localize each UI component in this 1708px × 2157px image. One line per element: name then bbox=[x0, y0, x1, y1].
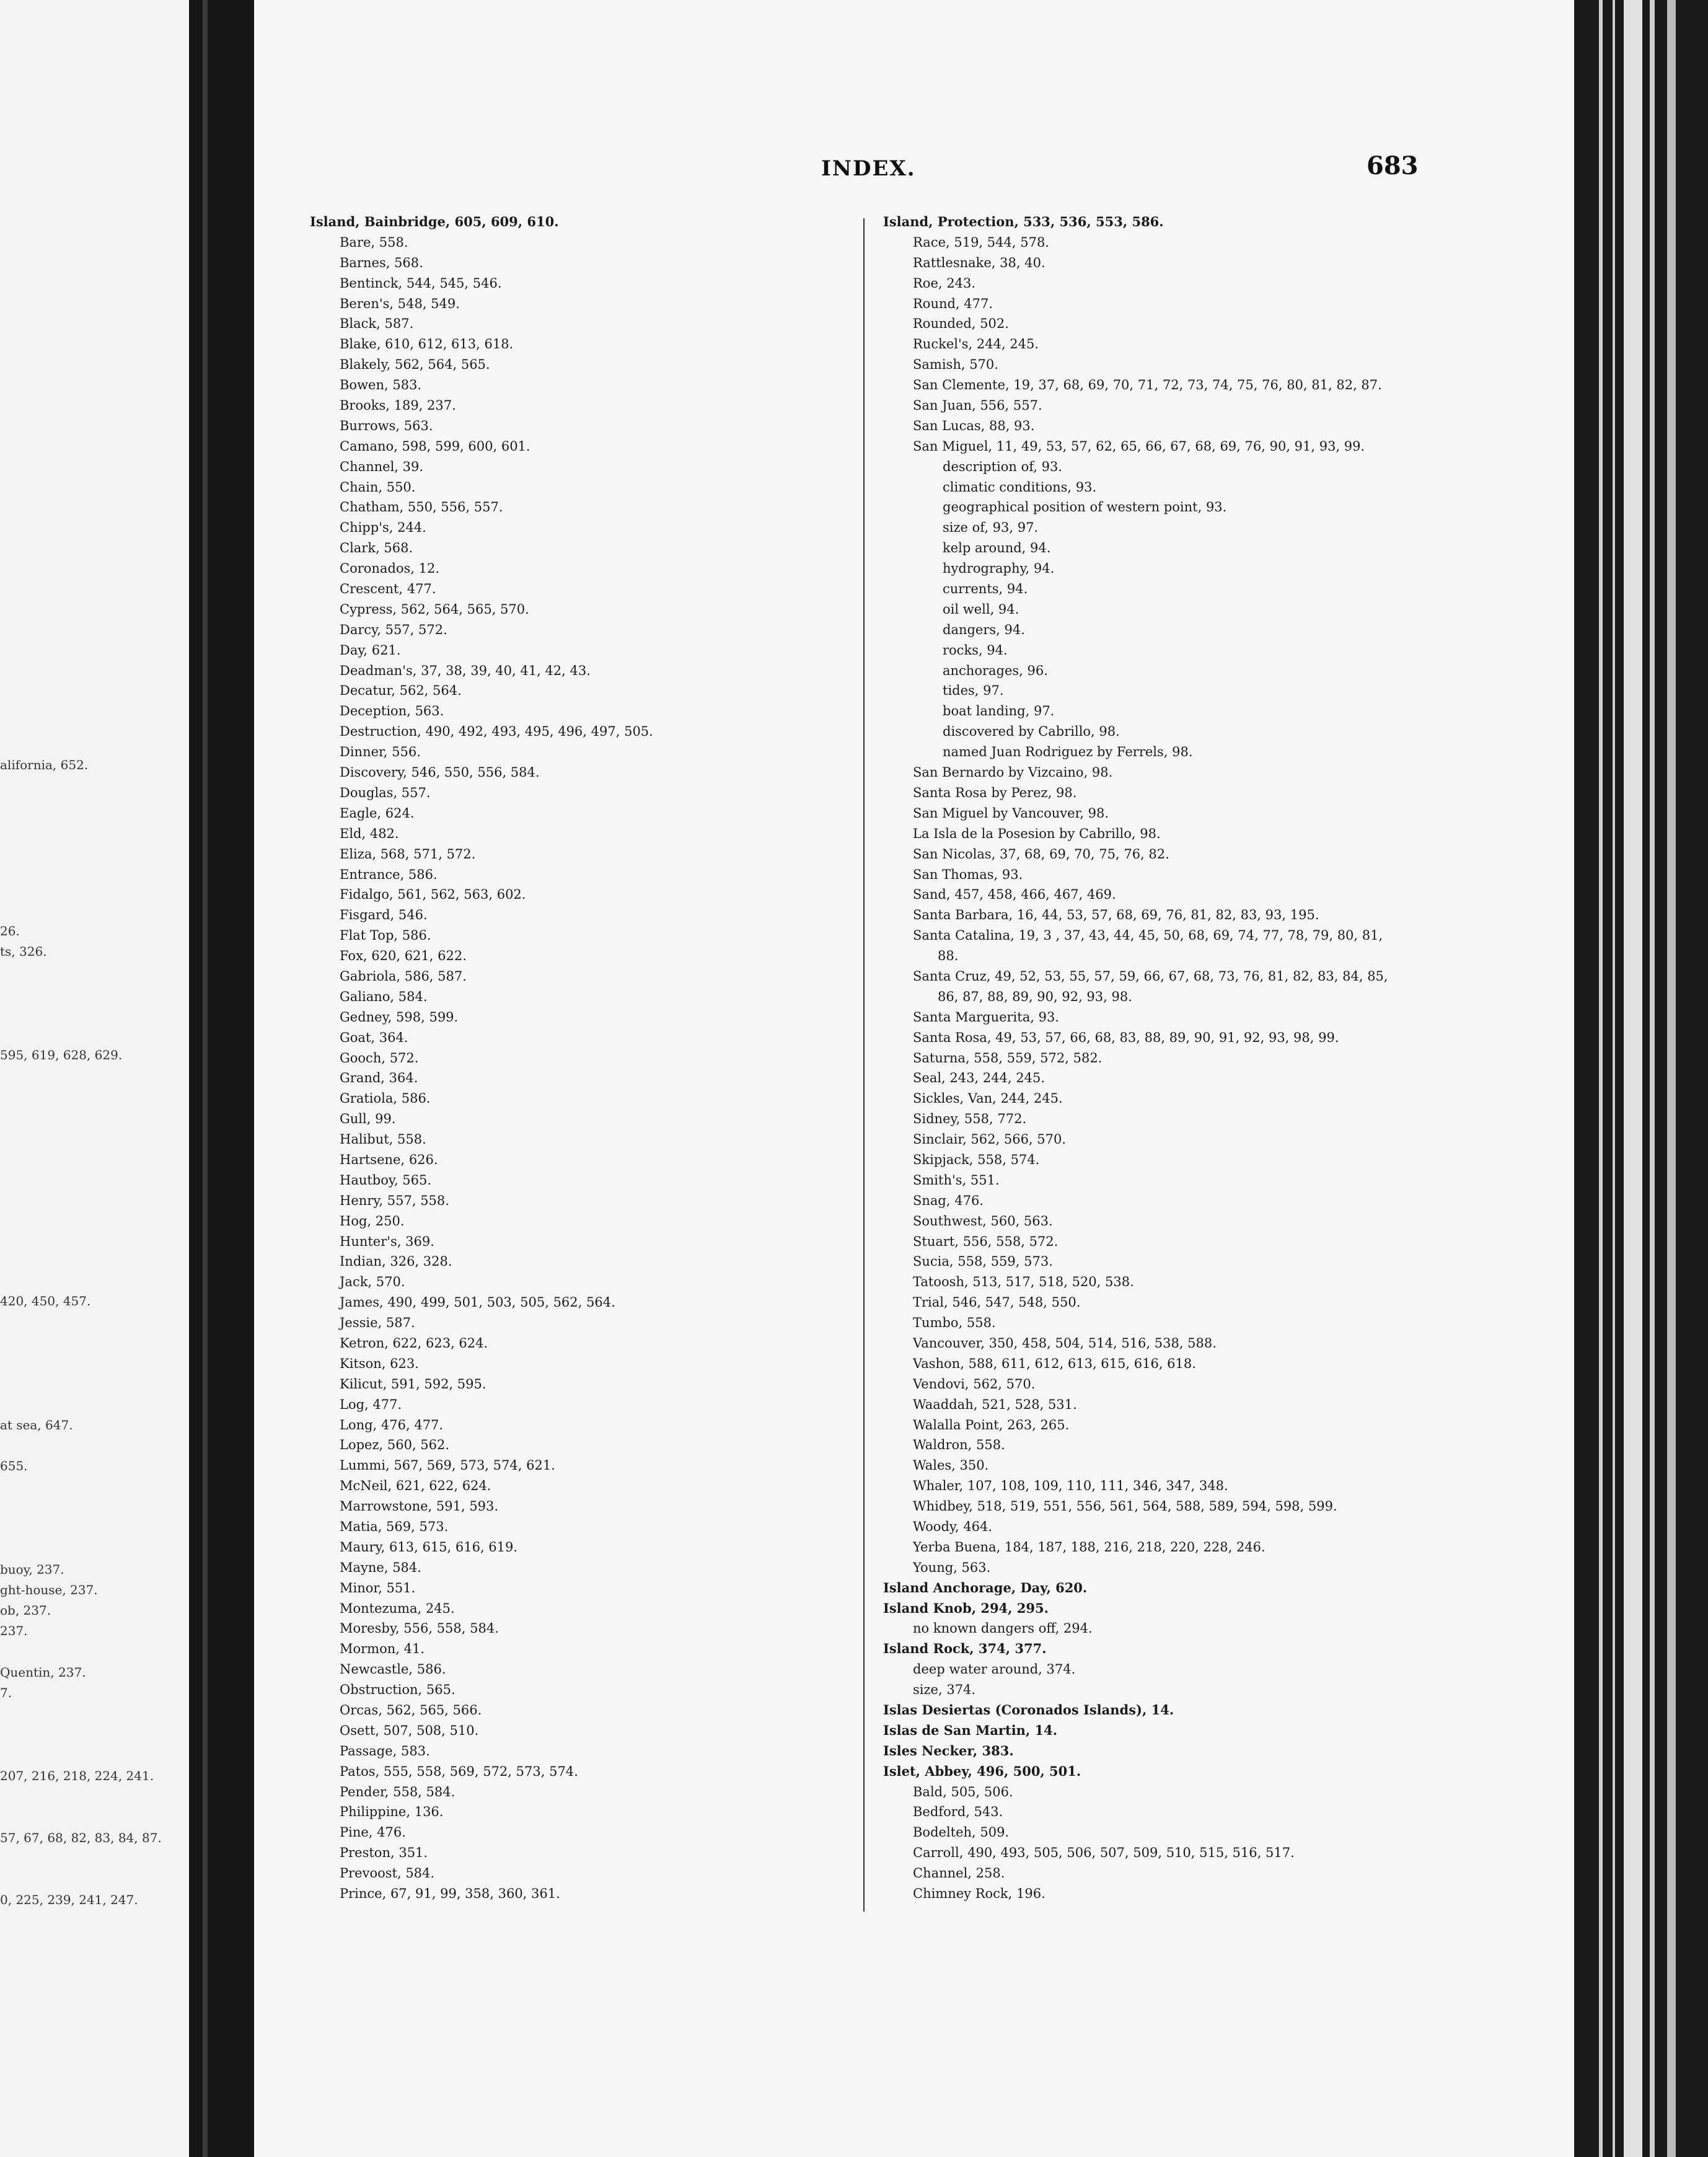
index-entry: Patos, 555, 558, 569, 572, 573, 574. bbox=[340, 1763, 578, 1779]
index-entry: Gabriola, 586, 587. bbox=[340, 968, 467, 984]
index-entry: Hautboy, 565. bbox=[340, 1172, 432, 1188]
index-entry: Deception, 563. bbox=[340, 704, 444, 719]
index-entry: La Isla de la Posesion by Cabrillo, 98. bbox=[913, 826, 1161, 841]
index-entry: Beren's, 548, 549. bbox=[340, 296, 460, 311]
running-head: INDEX. bbox=[821, 156, 916, 181]
index-entry: Sinclair, 562, 566, 570. bbox=[913, 1132, 1067, 1147]
index-entry: Ketron, 622, 623, 624. bbox=[340, 1335, 488, 1351]
index-entry: Henry, 557, 558. bbox=[340, 1193, 449, 1208]
index-entry: Entrance, 586. bbox=[340, 867, 438, 882]
index-entry: Orcas, 562, 565, 566. bbox=[340, 1703, 482, 1718]
index-entry: Gedney, 598, 599. bbox=[340, 1009, 459, 1025]
index-entry: Blake, 610, 612, 613, 618. bbox=[340, 337, 514, 352]
index-column-left bbox=[310, 212, 855, 1904]
index-entry: Galiano, 584. bbox=[340, 989, 428, 1004]
index-entry: Moresby, 556, 558, 584. bbox=[340, 1621, 499, 1636]
index-entry: Gull, 99. bbox=[340, 1111, 396, 1127]
index-entry: Gratiola, 586. bbox=[340, 1091, 431, 1106]
index-entry: Darcy, 557, 572. bbox=[340, 622, 447, 637]
index-entry: James, 490, 499, 501, 503, 505, 562, 564. bbox=[340, 1295, 615, 1310]
index-entry: Yerba Buena, 184, 187, 188, 216, 218, 220, 228, 246. bbox=[913, 1539, 1266, 1555]
left-page-text: Quentin, 237. bbox=[0, 1665, 86, 1680]
index-entry: Fidalgo, 561, 562, 563, 602. bbox=[340, 887, 526, 902]
index-entry: Marrowstone, 591, 593. bbox=[340, 1499, 499, 1514]
left-page-text: ob, 237. bbox=[0, 1603, 51, 1618]
index-entry: Whidbey, 518, 519, 551, 556, 561, 564, 588, 589, 594, 598, 599. bbox=[913, 1499, 1337, 1514]
index-entry: Roe, 243. bbox=[913, 275, 975, 291]
index-entry: Chain, 550. bbox=[340, 479, 416, 495]
index-entry: Seal, 243, 244, 245. bbox=[913, 1070, 1045, 1086]
index-entry: Isles Necker, 383. bbox=[883, 1742, 1014, 1758]
index-entry: Lummi, 567, 569, 573, 574, 621. bbox=[340, 1458, 555, 1473]
index-entry: Waldron, 558. bbox=[913, 1437, 1005, 1453]
index-entry: Chimney Rock, 196. bbox=[913, 1886, 1045, 1902]
index-entry: Rounded, 502. bbox=[913, 316, 1009, 332]
left-page-text: at sea, 647. bbox=[0, 1418, 73, 1432]
index-entry: San Miguel by Vancouver, 98. bbox=[913, 805, 1109, 821]
index-entry: Race, 519, 544, 578. bbox=[913, 234, 1049, 250]
index-entry: Channel, 39. bbox=[340, 459, 424, 474]
index-entry: Jack, 570. bbox=[340, 1274, 405, 1290]
index-entry: oil well, 94. bbox=[943, 601, 1019, 617]
index-entry: Black, 587. bbox=[340, 316, 414, 332]
left-page-text: buoy, 237. bbox=[0, 1562, 64, 1577]
index-entry: Mormon, 41. bbox=[340, 1641, 425, 1657]
index-entry: geographical position of western point, 93. bbox=[943, 500, 1227, 515]
index-entry: Barnes, 568. bbox=[340, 255, 423, 270]
index-entry: Sickles, Van, 244, 245. bbox=[913, 1091, 1063, 1106]
index-entry: Vancouver, 350, 458, 504, 514, 516, 538, 588. bbox=[913, 1335, 1217, 1351]
left-page-fragment bbox=[0, 0, 189, 2157]
index-entry: Preston, 351. bbox=[340, 1845, 428, 1861]
index-entry: Halibut, 558. bbox=[340, 1132, 426, 1147]
index-entry: Kilicut, 591, 592, 595. bbox=[340, 1376, 486, 1392]
index-entry: Obstruction, 565. bbox=[340, 1682, 456, 1698]
index-entry: Minor, 551. bbox=[340, 1580, 416, 1595]
left-page-text: 0, 225, 239, 241, 247. bbox=[0, 1892, 138, 1907]
index-entry: Discovery, 546, 550, 556, 584. bbox=[340, 765, 540, 780]
index-entry: Gooch, 572. bbox=[340, 1050, 419, 1065]
index-entry: hydrography, 94. bbox=[943, 561, 1055, 576]
index-entry: Mayne, 584. bbox=[340, 1559, 421, 1575]
index-entry: no known dangers off, 294. bbox=[913, 1621, 1093, 1636]
index-entry: San Lucas, 88, 93. bbox=[913, 418, 1035, 433]
index-entry: Sidney, 558, 772. bbox=[913, 1111, 1027, 1127]
index-entry: Hunter's, 369. bbox=[340, 1233, 434, 1249]
index-entry: Clark, 568. bbox=[340, 540, 413, 556]
index-entry: Young, 563. bbox=[913, 1559, 991, 1575]
index-entry: Brooks, 189, 237. bbox=[340, 398, 456, 413]
index-entry: Newcastle, 586. bbox=[340, 1662, 446, 1677]
index-entry: discovered by Cabrillo, 98. bbox=[943, 724, 1120, 739]
index-entry: description of, 93. bbox=[943, 459, 1063, 474]
column-rule bbox=[863, 218, 865, 1912]
index-entry: Tumbo, 558. bbox=[913, 1315, 996, 1331]
index-entry: Rattlesnake, 38, 40. bbox=[913, 255, 1045, 270]
index-entry: McNeil, 621, 622, 624. bbox=[340, 1478, 491, 1494]
index-entry: San Nicolas, 37, 68, 69, 70, 75, 76, 82. bbox=[913, 846, 1169, 862]
index-entry: dangers, 94. bbox=[943, 622, 1025, 637]
index-entry: Coronados, 12. bbox=[340, 561, 440, 576]
index-entry: Skipjack, 558, 574. bbox=[913, 1152, 1040, 1167]
index-entry: Montezuma, 245. bbox=[340, 1600, 455, 1616]
index-entry: Fox, 620, 621, 622. bbox=[340, 948, 467, 964]
index-entry: Island Knob, 294, 295. bbox=[883, 1600, 1049, 1616]
index-entry: Round, 477. bbox=[913, 296, 993, 311]
index-entry: Log, 477. bbox=[340, 1396, 402, 1412]
index-entry: Island Anchorage, Day, 620. bbox=[883, 1579, 1088, 1595]
index-entry: Prince, 67, 91, 99, 358, 360, 361. bbox=[340, 1886, 560, 1902]
index-entry: Eliza, 568, 571, 572. bbox=[340, 846, 476, 862]
index-entry: San Clemente, 19, 37, 68, 69, 70, 71, 72, 73, 74, 75, 76, 80, 81, 82, 87. bbox=[913, 377, 1382, 393]
left-page-text: 420, 450, 457. bbox=[0, 1294, 91, 1308]
left-page-text: ts, 326. bbox=[0, 944, 47, 959]
index-entry: Islet, Abbey, 496, 500, 501. bbox=[883, 1763, 1081, 1779]
index-entry: Channel, 258. bbox=[913, 1866, 1005, 1881]
index-entry: size of, 93, 97. bbox=[943, 520, 1039, 536]
index-entry: Santa Cruz, 49, 52, 53, 55, 57, 59, 66, 67, 68, 73, 76, 81, 82, 83, 84, 85, bbox=[913, 968, 1388, 984]
index-entry: Samish, 570. bbox=[913, 357, 998, 373]
index-entry: Sucia, 558, 559, 573. bbox=[913, 1254, 1053, 1269]
index-entry: Day, 621. bbox=[340, 642, 401, 658]
index-entry: Kitson, 623. bbox=[340, 1356, 419, 1371]
left-page-text: 595, 619, 628, 629. bbox=[0, 1048, 123, 1062]
index-entry: Matia, 569, 573. bbox=[340, 1519, 449, 1534]
index-entry: Hartsene, 626. bbox=[340, 1152, 438, 1167]
index-entry: San Juan, 556, 557. bbox=[913, 398, 1042, 413]
index-entry: Waaddah, 521, 528, 531. bbox=[913, 1396, 1077, 1412]
index-entry: Crescent, 477. bbox=[340, 581, 436, 597]
left-page-text: 655. bbox=[0, 1458, 28, 1473]
index-entry: Cypress, 562, 564, 565, 570. bbox=[340, 601, 529, 617]
book-gutter bbox=[189, 0, 254, 2157]
index-entry: Passage, 583. bbox=[340, 1743, 430, 1758]
index-entry: Bowen, 583. bbox=[340, 377, 422, 393]
index-entry: rocks, 94. bbox=[943, 642, 1008, 658]
index-entry: Smith's, 551. bbox=[913, 1172, 1000, 1188]
index-entry: Stuart, 556, 558, 572. bbox=[913, 1233, 1059, 1249]
index-entry: named Juan Rodriguez by Ferrels, 98. bbox=[943, 744, 1193, 760]
index-entry: Chipp's, 244. bbox=[340, 520, 426, 536]
index-entry: Bald, 505, 506. bbox=[913, 1784, 1013, 1799]
index-entry: Island, Bainbridge, 605, 609, 610. bbox=[310, 214, 559, 229]
index-entry: size, 374. bbox=[913, 1682, 976, 1698]
index-entry: Flat Top, 586. bbox=[340, 928, 431, 943]
index-entry: deep water around, 374. bbox=[913, 1662, 1076, 1677]
index-entry: Osett, 507, 508, 510. bbox=[340, 1723, 479, 1738]
page-edges bbox=[1574, 0, 1708, 2157]
index-entry: Hog, 250. bbox=[340, 1213, 405, 1228]
index-entry: Tatoosh, 513, 517, 518, 520, 538. bbox=[913, 1274, 1134, 1290]
index-entry: Deadman's, 37, 38, 39, 40, 41, 42, 43. bbox=[340, 663, 591, 678]
index-entry: Goat, 364. bbox=[340, 1030, 408, 1045]
index-entry: currents, 94. bbox=[943, 581, 1028, 597]
left-page-text: ght-house, 237. bbox=[0, 1582, 98, 1597]
index-entry: Chatham, 550, 556, 557. bbox=[340, 500, 503, 515]
index-entry: Philippine, 136. bbox=[340, 1804, 444, 1820]
index-entry: Long, 476, 477. bbox=[340, 1417, 444, 1432]
index-entry: Bodelteh, 509. bbox=[913, 1825, 1010, 1840]
index-entry: Pine, 476. bbox=[340, 1825, 406, 1840]
index-entry: Vashon, 588, 611, 612, 613, 615, 616, 618. bbox=[913, 1356, 1196, 1371]
index-entry: Sand, 457, 458, 466, 467, 469. bbox=[913, 887, 1116, 902]
index-entry: anchorages, 96. bbox=[943, 663, 1048, 678]
index-entry: Santa Marguerita, 93. bbox=[913, 1009, 1059, 1025]
index-entry: Indian, 326, 328. bbox=[340, 1254, 452, 1269]
index-entry: boat landing, 97. bbox=[943, 704, 1055, 719]
index-entry: Woody, 464. bbox=[913, 1519, 993, 1534]
index-entry: Destruction, 490, 492, 493, 495, 496, 497, 505. bbox=[340, 724, 653, 739]
index-entry: 86, 87, 88, 89, 90, 92, 93, 98. bbox=[938, 989, 1132, 1004]
index-entry: Santa Barbara, 16, 44, 53, 57, 68, 69, 76, 81, 82, 83, 93, 195. bbox=[913, 907, 1319, 923]
index-entry: Trial, 546, 547, 548, 550. bbox=[913, 1295, 1081, 1310]
left-page-text: 237. bbox=[0, 1623, 28, 1638]
index-entry: Santa Rosa, 49, 53, 57, 66, 68, 83, 88, 89, 90, 91, 92, 93, 98, 99. bbox=[913, 1030, 1339, 1045]
index-entry: kelp around, 94. bbox=[943, 540, 1051, 556]
index-entry: Wales, 350. bbox=[913, 1458, 989, 1473]
index-entry: Santa Rosa by Perez, 98. bbox=[913, 785, 1077, 800]
index-entry: Walalla Point, 263, 265. bbox=[913, 1417, 1070, 1432]
index-entry: Saturna, 558, 559, 572, 582. bbox=[913, 1050, 1103, 1065]
index-entry: Island, Protection, 533, 536, 553, 586. bbox=[883, 214, 1164, 229]
index-entry: Jessie, 587. bbox=[340, 1315, 415, 1331]
index-entry: Douglas, 557. bbox=[340, 785, 431, 800]
index-entry: Islas Desiertas (Coronados Islands), 14. bbox=[883, 1702, 1174, 1718]
index-entry: climatic conditions, 93. bbox=[943, 479, 1097, 495]
page-number: 683 bbox=[1367, 151, 1419, 180]
left-page-text: 26. bbox=[0, 924, 20, 938]
index-entry: Blakely, 562, 564, 565. bbox=[340, 357, 490, 373]
left-page-text: 207, 216, 218, 224, 241. bbox=[0, 1768, 154, 1783]
index-entry: Pender, 558, 584. bbox=[340, 1784, 456, 1799]
index-entry: Ruckel's, 244, 245. bbox=[913, 337, 1039, 352]
index-entry: Whaler, 107, 108, 109, 110, 111, 346, 347, 348. bbox=[913, 1478, 1228, 1494]
index-entry: Eld, 482. bbox=[340, 826, 399, 841]
index-entry: Island Rock, 374, 377. bbox=[883, 1641, 1047, 1657]
index-entry: Fisgard, 546. bbox=[340, 907, 428, 923]
index-entry: Maury, 613, 615, 616, 619. bbox=[340, 1539, 518, 1555]
index-entry: Grand, 364. bbox=[340, 1070, 418, 1086]
index-entry: San Thomas, 93. bbox=[913, 867, 1023, 882]
index-entry: Prevoost, 584. bbox=[340, 1866, 435, 1881]
index-entry: San Bernardo by Vizcaino, 98. bbox=[913, 765, 1113, 780]
index-entry: Burrows, 563. bbox=[340, 418, 433, 433]
left-page-text: alifornia, 652. bbox=[0, 757, 89, 772]
left-page-text: 7. bbox=[0, 1685, 12, 1700]
left-page-text: 57, 67, 68, 82, 83, 84, 87. bbox=[0, 1830, 162, 1845]
index-entry: Southwest, 560, 563. bbox=[913, 1213, 1053, 1228]
index-entry: Bentinck, 544, 545, 546. bbox=[340, 275, 502, 291]
index-entry: San Miguel, 11, 49, 53, 57, 62, 65, 66, 67, 68, 69, 76, 90, 91, 93, 99. bbox=[913, 438, 1365, 454]
index-entry: Camano, 598, 599, 600, 601. bbox=[340, 438, 530, 454]
index-column-right bbox=[883, 212, 1559, 1904]
index-entry: Snag, 476. bbox=[913, 1193, 984, 1208]
index-entry: tides, 97. bbox=[943, 683, 1004, 699]
index-entry: Bedford, 543. bbox=[913, 1804, 1003, 1820]
index-entry: Lopez, 560, 562. bbox=[340, 1437, 450, 1453]
index-entry: Carroll, 490, 493, 505, 506, 507, 509, 510, 515, 516, 517. bbox=[913, 1845, 1295, 1861]
index-entry: Santa Catalina, 19, 3 , 37, 43, 44, 45, 50, 68, 69, 74, 77, 78, 79, 80, 81, bbox=[913, 928, 1383, 943]
index-entry: Bare, 558. bbox=[340, 234, 408, 250]
index-entry: Vendovi, 562, 570. bbox=[913, 1376, 1036, 1392]
index-entry: Dinner, 556. bbox=[340, 744, 421, 760]
index-entry: Islas de San Martin, 14. bbox=[883, 1722, 1058, 1738]
index-entry: Eagle, 624. bbox=[340, 805, 415, 821]
index-entry: Decatur, 562, 564. bbox=[340, 683, 462, 699]
index-entry: 88. bbox=[938, 948, 959, 964]
